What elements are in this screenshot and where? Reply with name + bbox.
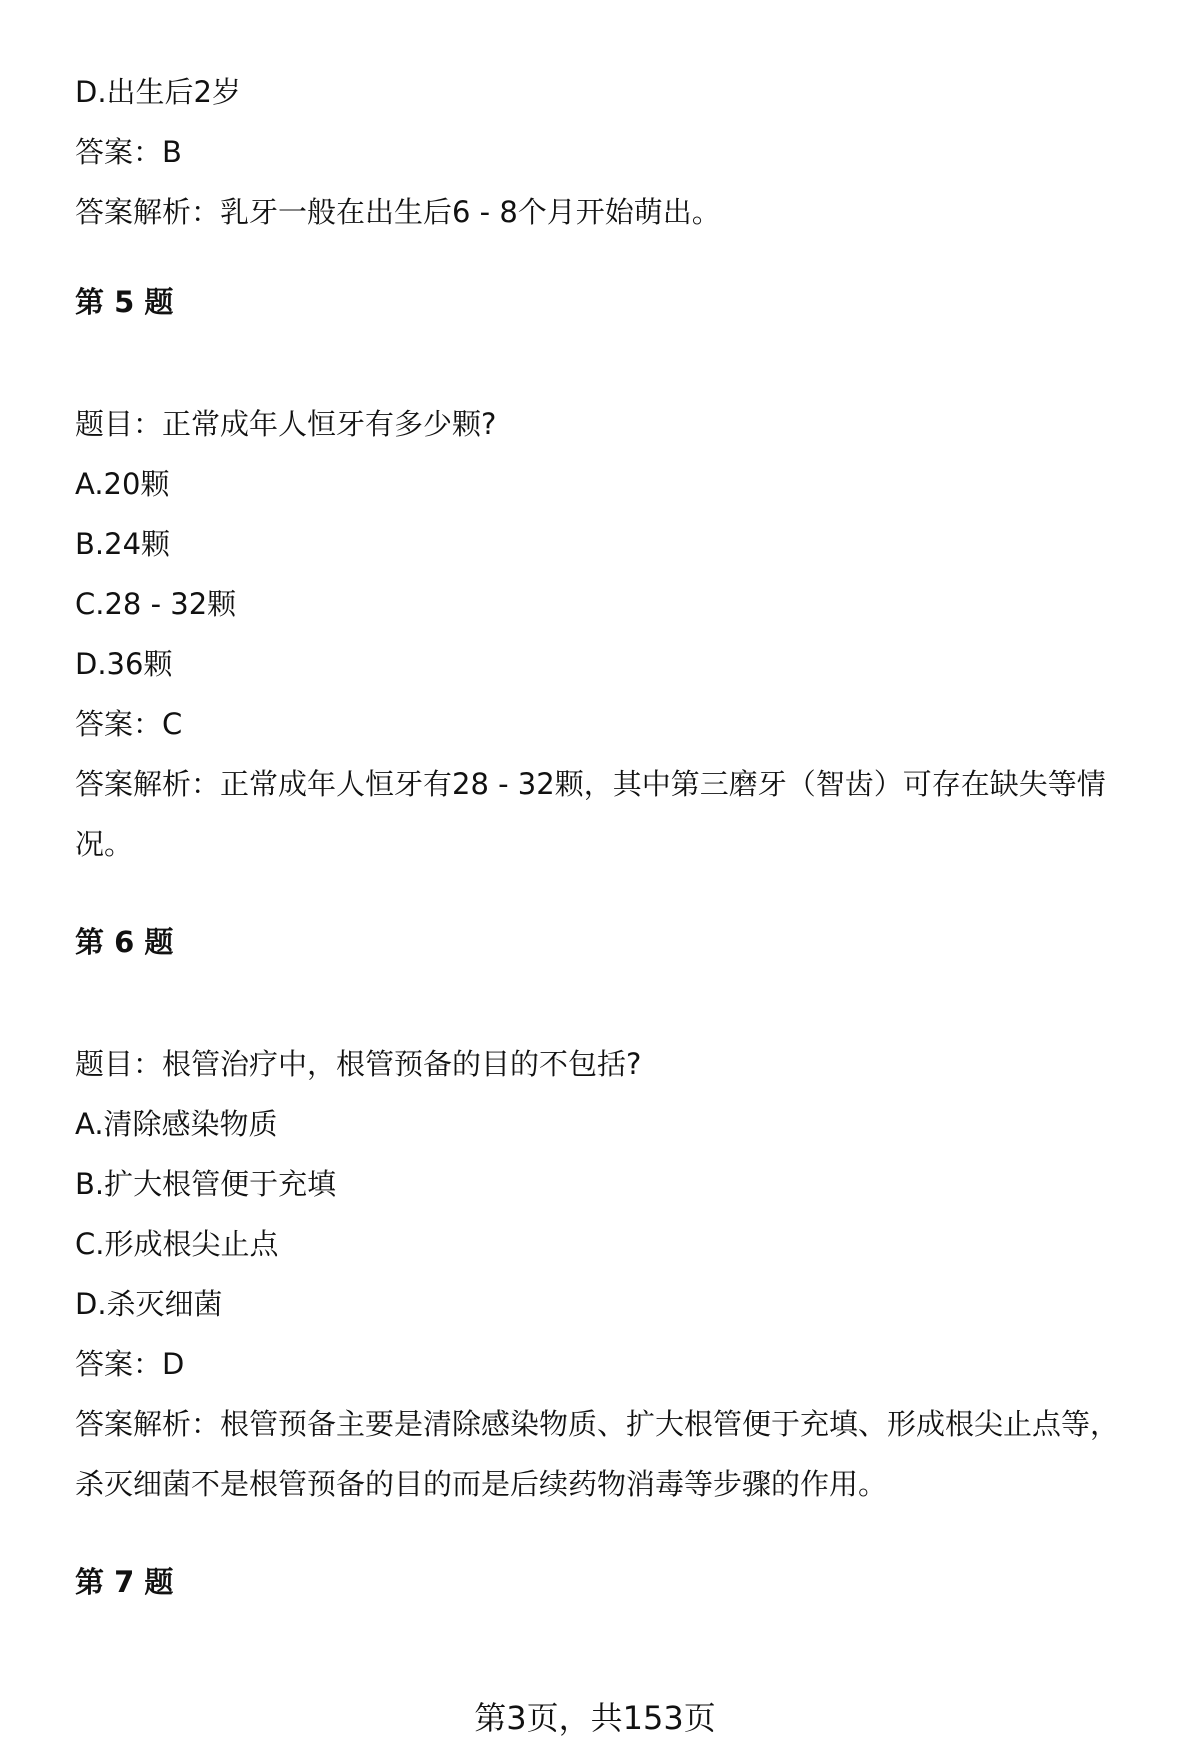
q6-question: 题目：根管治疗中，根管预备的目的不包括? — [75, 1047, 642, 1081]
q5-question: 题目：正常成年人恒牙有多少颗? — [75, 407, 497, 441]
q5-answer: 答案：C — [75, 707, 183, 741]
question-4-tail — [75, 70, 1135, 234]
q5-heading: 第 5 题 — [75, 285, 174, 319]
q6-answer: 答案：D — [75, 1347, 185, 1381]
q4-analysis: 答案解析：乳牙一般在出生后6 - 8个月开始萌出。 — [75, 195, 721, 229]
q5-analysis: 答案解析：正常成年人恒牙有28 - 32颗，其中第三磨牙（智齿）可存在缺失等情况。 — [75, 767, 1106, 861]
q4-option-d: D.出生后2岁 — [75, 75, 241, 109]
q6-option-c: C.形成根尖止点 — [75, 1227, 279, 1261]
q5-option-a: A.20颗 — [75, 467, 170, 501]
q5-option-c: C.28 - 32颗 — [75, 587, 237, 621]
q4-answer: 答案：B — [75, 135, 182, 169]
q6-option-d: D.杀灭细菌 — [75, 1287, 223, 1321]
question-6 — [75, 1042, 1135, 1514]
q6-analysis: 答案解析：根管预备主要是清除感染物质、扩大根管便于充填、形成根尖止点等，杀灭细菌不是根管预备的目的而是后续药物消毒等步骤的作用。 — [75, 1407, 1120, 1501]
q5-option-d: D.36颗 — [75, 647, 173, 681]
page-number-footer: 第3页，共153页 — [474, 1699, 716, 1737]
page-content — [75, 70, 1135, 1682]
q6-option-b: B.扩大根管便于充填 — [75, 1167, 337, 1201]
q6-option-a: A.清除感染物质 — [75, 1107, 278, 1141]
q5-option-b: B.24颗 — [75, 527, 171, 561]
question-5 — [75, 402, 1135, 874]
q6-heading: 第 6 题 — [75, 925, 174, 959]
q7-heading: 第 7 题 — [75, 1565, 174, 1599]
